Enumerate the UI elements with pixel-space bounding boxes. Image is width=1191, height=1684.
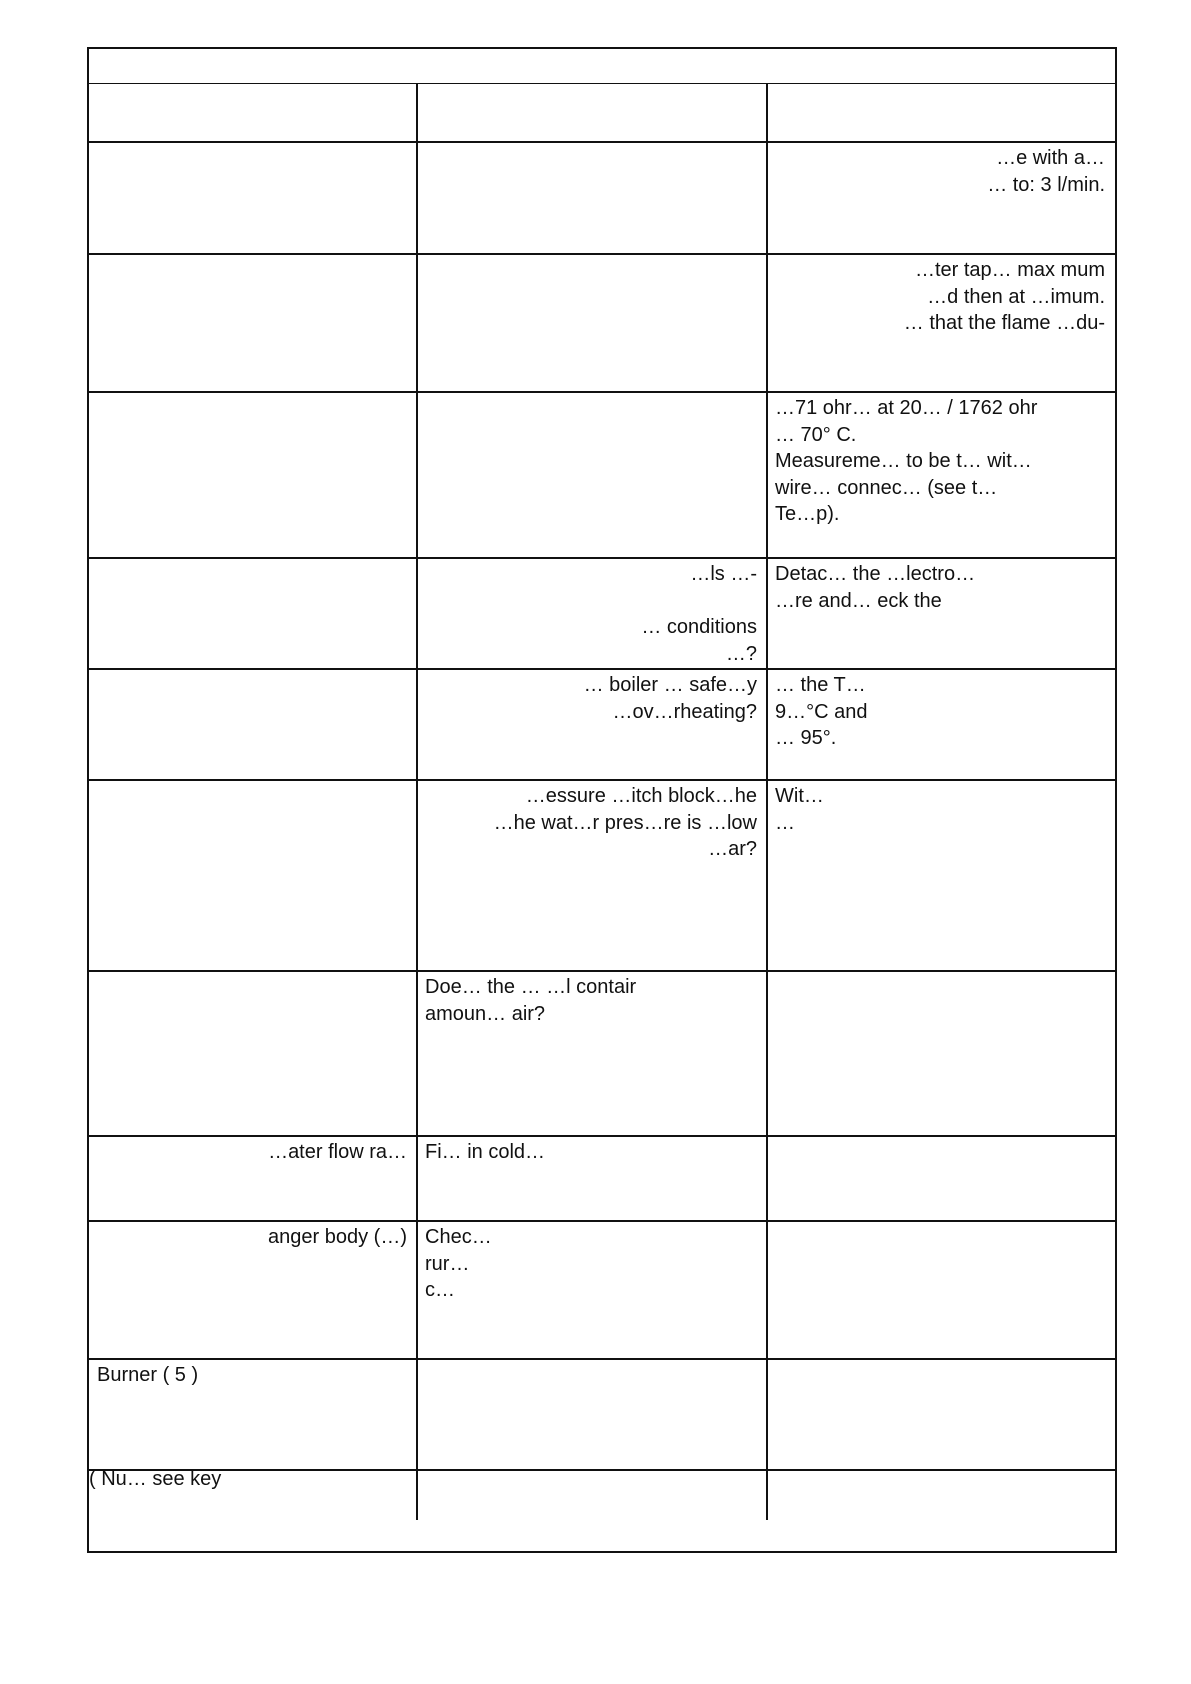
table-cell: Doe… the … …l contair amoun… air? <box>425 976 637 1025</box>
table-cell: …ter tap… max mum …d then at …imum. … that the flame …du- <box>903 259 1105 334</box>
table-title-band <box>89 49 1115 84</box>
table-cell: … the T… 9…°C and … 95°. <box>775 674 868 749</box>
row-divider <box>89 970 1115 972</box>
table-cell: Burner ( 5 ) <box>97 1364 199 1386</box>
row-divider <box>89 391 1115 393</box>
row-divider <box>89 668 1115 670</box>
table-cell: … boiler … safe…y …ov…rheating? <box>583 674 757 723</box>
table-cell: Detac… the …lectro… …re and… eck the <box>775 563 976 612</box>
table-cell: Wit… … <box>775 785 824 834</box>
table-cell: …essure …itch block…he …he wat…r pres…re is …low …ar? <box>493 785 757 860</box>
table-cell: anger body (…) <box>268 1226 407 1248</box>
table-cell: …71 ohr… at 20… / 1762 ohr … 70° C. Measureme… to be t… wit… wire… connec… (see t… Te…p). <box>775 397 1038 525</box>
table-cell: Chec… rur… c… <box>425 1226 492 1301</box>
row-divider <box>89 1135 1115 1137</box>
document-sheet <box>87 47 1117 1553</box>
table-cell: …e with a… … to: 3 l/min. <box>987 147 1105 196</box>
row-divider <box>89 1469 1115 1471</box>
footer-note: ( Nu… see key <box>89 1468 222 1490</box>
row-divider <box>89 1220 1115 1222</box>
table-cell: Fi… in cold… <box>425 1141 546 1163</box>
row-divider <box>89 779 1115 781</box>
row-divider <box>89 253 1115 255</box>
row-divider <box>89 141 1115 143</box>
row-divider <box>89 557 1115 559</box>
column-divider-2 <box>766 83 768 1520</box>
table-cell: …ater flow ra… <box>268 1141 407 1163</box>
table-cell: …ls …- … conditions …? <box>641 563 757 665</box>
